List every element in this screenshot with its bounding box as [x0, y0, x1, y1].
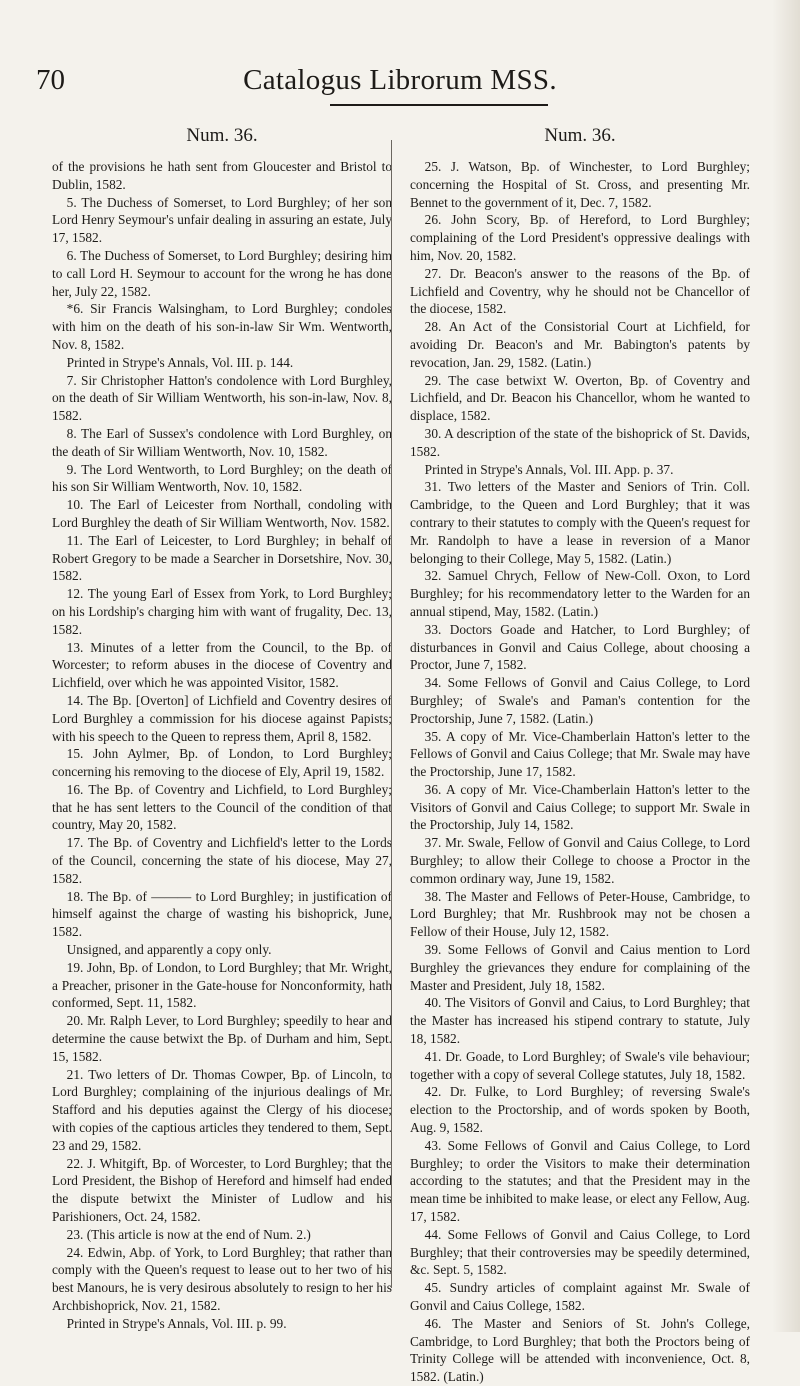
catalogue-entry: Unsigned, and apparently a copy only. [66, 942, 272, 958]
catalogue-entry: Printed in Strype's Annals, Vol. III. p. 144. [66, 354, 294, 370]
catalogue-entry: of the provisions he hath sent from Gloucester and Bristol to Dublin, 1582. [52, 159, 392, 192]
catalogue-entry: 29. The case betwixt W. Overton, Bp. of Coventry and Lichfield, and Dr. Beacon his Chancellor, whom he wanted to displace, 1582. [410, 372, 750, 424]
catalogue-entry: 17. The Bp. of Coventry and Lichfield's letter to the Lords of the Council, concerning the state of his diocese, May 27, 1582. [52, 835, 392, 886]
catalogue-entry: 23. (This article is now at the end of Num. 2.) [66, 1226, 311, 1242]
catalogue-entry: 16. The Bp. of Coventry and Lichfield, to Lord Burghley; that he has sent letters to the Council of the condition of that country, May 20, 1582. [52, 781, 392, 833]
catalogue-entry: 38. The Master and Fellows of Peter-House, Cambridge, to Lord Burghley; that Mr. Rushbrook may not be chosen a Fellow of their House, July 12, 1582. [410, 888, 750, 940]
catalogue-entry: 30. A description of the state of the bishoprick of St. Davids, 1582. [410, 425, 750, 459]
catalogue-entry: 20. Mr. Ralph Lever, to Lord Burghley; speedily to hear and determine the cause betwixt the Bp. of Durham and him, Sept. 15, 1582. [52, 1013, 392, 1064]
catalogue-entry: Printed in Strype's Annals, Vol. III. p. 99. [66, 1315, 287, 1331]
catalogue-entry: 7. Sir Christopher Hatton's condolence with Lord Burghley, on the death of Sir William Wentworth, his son-in-law, Nov. 8, 1582. [52, 372, 392, 424]
page-number: 70 [36, 64, 65, 96]
catalogue-entry: 19. John, Bp. of London, to Lord Burghley; that Mr. Wright, a Preacher, prisoner in the Gate-house for Nonconformity, hath conformed, Sept. 11, 1582. [52, 959, 392, 1011]
left-column [52, 124, 392, 1333]
catalogue-entry: 32. Samuel Chrych, Fellow of New-Coll. Oxon, to Lord Burghley; for his recommendatory letter to the Warden for an annual stipend, May, 1582. (Latin.) [410, 568, 750, 619]
running-title: Catalogus Librorum MSS. [243, 64, 557, 96]
catalogue-entry: 41. Dr. Goade, to Lord Burghley; of Swale's vile behaviour; together with a copy of several College statutes, July 18, 1582. [410, 1048, 750, 1082]
catalogue-entry: 27. Dr. Beacon's answer to the reasons of the Bp. of Lichfield and Coventry, why he should not be Chancellor of the diocese, 1582. [410, 265, 750, 317]
right-column [410, 124, 750, 1386]
catalogue-entry: 28. An Act of the Consistorial Court at Lichfield, for avoiding Dr. Beacon's and Mr. Babington's patents by revocation, Jan. 29, 1582. (Latin.) [410, 319, 750, 370]
column-divider [391, 140, 392, 1288]
catalogue-entry: 46. The Master and Seniors of St. John's College, Cambridge, to Lord Burghley; that both the Proctors being of Trinity College will be attended with inconvenience, Oct. 8, 1582. (Latin.) [410, 1315, 750, 1385]
catalogue-entry: 6. The Duchess of Somerset, to Lord Burghley; desiring him to call Lord H. Seymour to account for the wrong he has done her, July 22, 1582. [52, 247, 392, 299]
catalogue-entry: 36. A copy of Mr. Vice-Chamberlain Hatton's letter to the Visitors of Gonvil and Caius College; to support Mr. Swale in the Proctorship, July 14, 1582. [410, 781, 750, 833]
catalogue-entry: *6. Sir Francis Walsingham, to Lord Burghley; condoles with him on the death of his son-in-law Sir Wm. Wentworth, Nov. 8, 1582. [52, 301, 392, 352]
catalogue-entry: 45. Sundry articles of complaint against Mr. Swale of Gonvil and Caius College, 1582. [410, 1280, 750, 1313]
catalogue-entry: 42. Dr. Fulke, to Lord Burghley; of reversing Swale's election to the Proctorship, and of words spoken by Booth, Aug. 9, 1582. [410, 1084, 750, 1136]
catalogue-entry: 34. Some Fellows of Gonvil and Caius College, to Lord Burghley; of Swale's and Paman's contention for the Proctorship, June 7, 1582. (Latin.) [410, 675, 750, 726]
catalogue-entry: 15. John Aylmer, Bp. of London, to Lord Burghley; concerning his removing to the diocese of Ely, April 19, 1582. [52, 746, 392, 780]
catalogue-entry: 13. Minutes of a letter from the Council, to the Bp. of Worcester; to reform abuses in the diocese of Coventry and Lichfield, over which he was appointed Visitor, 1582. [52, 639, 392, 691]
catalogue-entry: 25. J. Watson, Bp. of Winchester, to Lord Burghley; concerning the Hospital of St. Cross, and presenting Mr. Bennet to the government of it, Dec. 7, 1582. [410, 159, 750, 210]
catalogue-entry: 9. The Lord Wentworth, to Lord Burghley; on the death of his son Sir William Wentworth, Nov. 10, 1582. [52, 461, 392, 495]
catalogue-entry: 21. Two letters of Dr. Thomas Cowper, Bp. of Lincoln, to Lord Burghley; complaining of the injurious dealings of Mr. Stafford and his deputies against the Clergy of his diocese; with copies of the captious articles they tendered to them, Sept. 23 and 29, 1582. [52, 1066, 392, 1153]
catalogue-entry: 10. The Earl of Leicester from Northall, condoling with Lord Burghley the death of Sir William Wentworth, Nov. 1582. [52, 497, 392, 530]
catalogue-entry: Printed in Strype's Annals, Vol. III. App. p. 37. [424, 461, 674, 477]
catalogue-entry: 8. The Earl of Sussex's condolence with Lord Burghley, on the death of Sir William Wentworth, Nov. 10, 1582. [52, 425, 392, 459]
catalogue-entry: 39. Some Fellows of Gonvil and Caius mention to Lord Burghley the grievances they endure for complaining of the Master and President, July 18, 1582. [410, 942, 750, 993]
catalogue-entry: 18. The Bp. of ——— to Lord Burghley; in justification of himself against the charge of wasting his bishoprick, June, 1582. [52, 888, 392, 940]
left-column-entries [52, 158, 392, 1333]
catalogue-entry: 37. Mr. Swale, Fellow of Gonvil and Caius College, to Lord Burghley; to allow their College to choose a Proctor in the common ordinary way, June 19, 1582. [410, 835, 750, 886]
page-edge-shadow [772, 0, 800, 1332]
catalogue-entry: 11. The Earl of Leicester, to Lord Burghley; in behalf of Robert Gregory to be made a Searcher in Dorsetshire, Nov. 30, 1582. [52, 532, 392, 584]
catalogue-entry: 22. J. Whitgift, Bp. of Worcester, to Lord Burghley; that the Lord President, the Bishop of Hereford and himself had ended the dispute betwixt the Minister of Ludlow and his Parishioners, Oct. 24, 1582. [52, 1155, 392, 1225]
right-column-heading: Num. 36. [544, 125, 616, 146]
catalogue-entry: 26. John Scory, Bp. of Hereford, to Lord Burghley; complaining of the Lord President's oppressive dealings with him, Nov. 20, 1582. [410, 212, 750, 263]
catalogue-entry: 24. Edwin, Abp. of York, to Lord Burghley; that rather than comply with the Queen's request to lease out to her two of his best Manours, he is very desirous absolutely to resign to her his Archbishoprick, Nov. 21, 1582. [52, 1244, 392, 1313]
catalogue-entry: 14. The Bp. [Overton] of Lichfield and Coventry desires of Lord Burghley a commission for his diocese against Papists; with his speech to the Queen to repress them, April 8, 1582. [52, 692, 392, 744]
catalogue-entry: 33. Doctors Goade and Hatcher, to Lord Burghley; of disturbances in Gonvil and Caius College, about choosing a Proctor, June 7, 1582. [410, 621, 750, 673]
title-underline [330, 104, 548, 106]
catalogue-entry: 43. Some Fellows of Gonvil and Caius College, to Lord Burghley; to order the Visitors to make their determination according to the statutes; and that the President may in the mean time be inhibited to make lease, or elect any Fellow, Aug. 17, 1582. [410, 1137, 750, 1225]
catalogue-entry: 5. The Duchess of Somerset, to Lord Burghley; of her son Lord Henry Seymour's unfair dealing in assuring an estate, July 17, 1582. [52, 194, 392, 246]
catalogue-entry: 35. A copy of Mr. Vice-Chamberlain Hatton's letter to the Fellows of Gonvil and Caius College; that Mr. Swale may have the Proctorship, June 17, 1582. [410, 728, 750, 780]
left-column-heading: Num. 36. [186, 125, 258, 146]
right-column-entries [410, 158, 750, 1386]
catalogue-entry: 40. The Visitors of Gonvil and Caius, to Lord Burghley; that the Master has increased his stipend contrary to statute, July 18, 1582. [410, 995, 750, 1047]
catalogue-entry: 44. Some Fellows of Gonvil and Caius College, to Lord Burghley; that their controversies may be speedily determined, &c. Sept. 5, 1582. [410, 1226, 750, 1278]
catalogue-entry: 31. Two letters of the Master and Seniors of Trin. Coll. Cambridge, to the Queen and Lord Burghley; that it was contrary to their statutes to comply with the Queen's request for Mr. Randolph to have a lease in reversion of a Manor belonging to their College, May 5, 1582. (Latin.) [410, 479, 750, 566]
catalogue-entry: 12. The young Earl of Essex from York, to Lord Burghley; on his Lordship's charging him with want of frugality, Dec. 13, 1582. [52, 586, 392, 637]
